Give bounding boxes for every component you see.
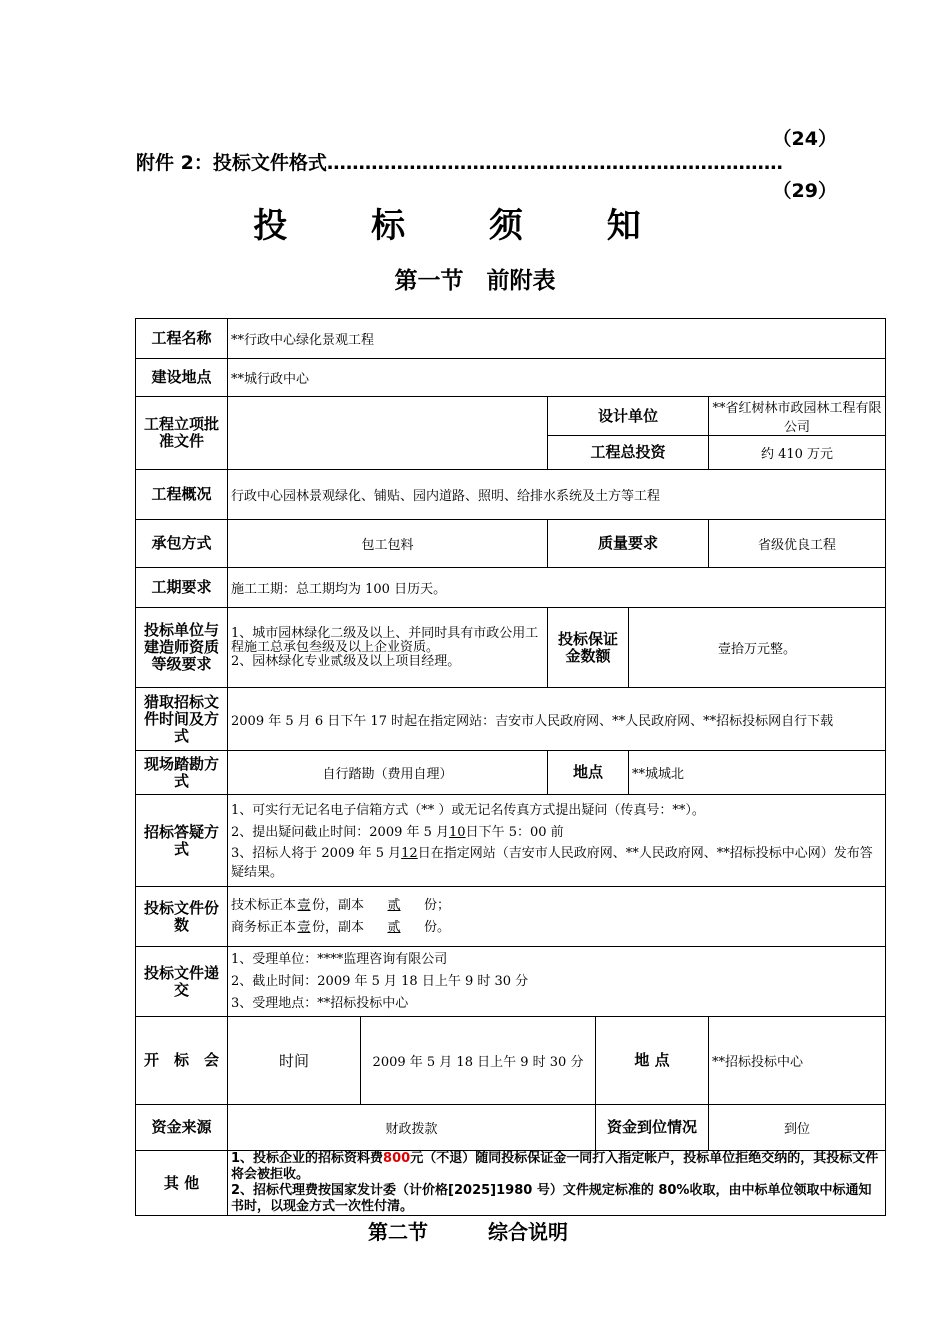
qualification-item-2: 2、园林绿化专业贰级及以上项目经理。 [231,653,461,669]
design-unit-label: 设计单位 [548,397,709,436]
bond-value: 壹拾万元整。 [629,608,886,688]
fund-source-value: 财政拨款 [228,1105,596,1151]
opening-label: 开 标 会 [136,1017,228,1105]
contract-label: 承包方式 [136,520,228,568]
toc-page-number-start: （24） [772,128,837,150]
opening-time-value: 2009 年 5 月 18 日上午 9 时 30 分 [361,1017,596,1105]
section-one-heading: 第一节 前附表 [394,268,556,294]
period-label: 工期要求 [136,568,228,608]
fund-source-label: 资金来源 [136,1105,228,1151]
fund-status-label: 资金到位情况 [596,1105,709,1151]
section-two-heading: 第二节 综合说明 [368,1220,568,1244]
other-value [228,1151,886,1216]
approval-value [228,397,548,470]
qualification-value [228,608,548,688]
quality-label: 质量要求 [548,520,709,568]
obtain-docs-value: 2009 年 5 月 6 日下午 17 时起在指定网站：吉安市人民政府网、**人民政府网、**招标投标网自行下载 [228,688,886,751]
copies-value [228,887,886,947]
approval-label: 工程立项批准文件 [136,397,228,470]
investment-value: 约 410 万元 [709,436,886,470]
submission-deadline: 2、截止时间：2009 年 5 月 18 日上午 9 时 30 分 [231,973,529,989]
submission-value [228,947,886,1017]
qa-answer-day: 12 [401,845,418,861]
qualification-item-1: 1、城市园林绿化二级及以上、并同时具有市政公用工程施工总承包叁级及以上企业资质。 [231,625,539,655]
qa-item-1: 1、可实行无记名电子信箱方式（** ）或无记名传真方式提出疑问（传真号：**）。 [231,802,705,818]
design-unit-value: **省红树林市政园林工程有限公司 [709,397,886,436]
project-name-label: 工程名称 [136,319,228,359]
submission-unit: 1、受理单位：****监理咨询有限公司 [231,951,448,967]
qa-label: 招标答疑方式 [136,795,228,887]
site-survey-value: 自行踏勘（费用自理） [228,751,548,795]
submission-label: 投标文件递交 [136,947,228,1017]
toc-entry-appendix-2[interactable]: 附件 2：投标文件格式……………………………………………………………… [136,152,783,174]
obtain-docs-label: 猎取招标文件时间及方式 [136,688,228,751]
qa-item-2: 2、提出疑问截止时间：2009 年 5 月10日下午 5：00 前 [231,822,882,844]
toc-page-number-end: （29） [772,180,837,202]
investment-label: 工程总投资 [548,436,709,470]
bond-label: 投标保证金数额 [548,608,629,688]
period-value: 施工工期：总工期均为 100 日历天。 [228,568,886,608]
document-title: 投 标 须 知 [253,206,677,246]
opening-place-label: 地 点 [596,1017,709,1105]
site-survey-label: 现场踏勘方式 [136,751,228,795]
copies-business: 商务标正本壹 份，副本 贰 份。 [231,919,451,935]
survey-place-value: **城城北 [629,751,886,795]
opening-time-label: 时间 [228,1017,361,1105]
project-name-value: **行政中心绿化景观工程 [228,319,886,359]
material-fee-amount: 800 [383,1151,411,1166]
quality-value: 省级优良工程 [709,520,886,568]
other-label: 其 他 [136,1151,228,1216]
overview-label: 工程概况 [136,470,228,520]
copies-label: 投标文件份数 [136,887,228,947]
qualification-label: 投标单位与建造师资质等级要求 [136,608,228,688]
qa-item-3: 3、招标人将于 2009 年 5 月12日在指定网站（吉安市人民政府网、**人民政府网、**招标投标中心网）发布答疑结果。 [231,845,873,880]
survey-place-label: 地点 [548,751,629,795]
other-item-1: 1、投标企业的招标资料费800元（不退）随同投标保证金一同打入指定帐户，投标单位拒绝交纳的，其投标文件将会被拒收。 [231,1151,879,1182]
fund-status-value: 到位 [709,1105,886,1151]
opening-place-value: **招标投标中心 [709,1017,886,1105]
copies-technical: 技术标正本壹 份，副本 贰 份； [231,897,451,913]
qa-deadline-day: 10 [449,824,466,840]
contract-value: 包工包料 [228,520,548,568]
overview-value: 行政中心园林景观绿化、铺贴、园内道路、照明、给排水系统及土方等工程 [228,470,886,520]
other-item-2: 2、招标代理费按国家发计委（计价格[2025]1980 号）文件规定标准的 80%收取，由中标单位领取中标通知书时，以现金方式一次性付清。 [231,1183,872,1214]
qa-value [228,795,886,887]
submission-place: 3、受理地点：**招标投标中心 [231,995,409,1011]
bidding-info-table [135,318,886,1216]
site-value: **城行政中心 [228,359,886,397]
site-label: 建设地点 [136,359,228,397]
